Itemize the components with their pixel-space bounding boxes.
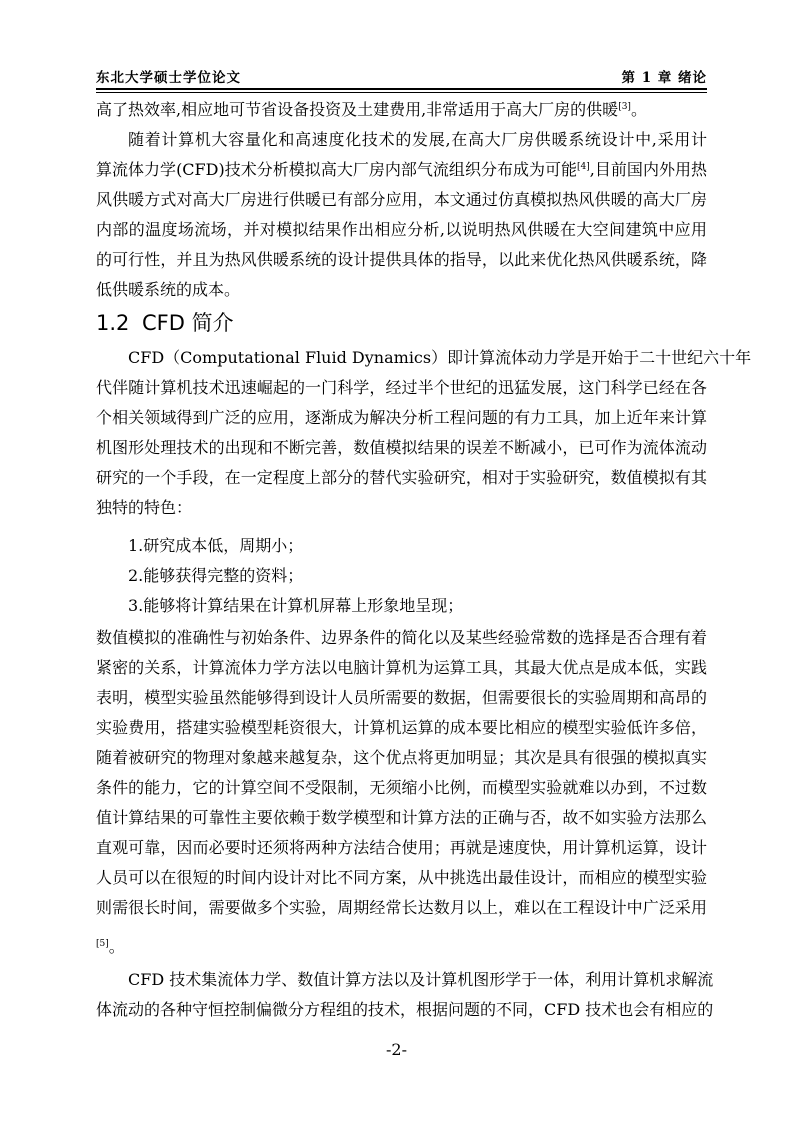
paragraph-line: 个相关领域得到广泛的应用，逐渐成为解决分析工程问题的有力工具，加上近年来计算 [96, 408, 707, 427]
list-item: 3.能够将计算结果在计算机屏幕上形象地呈现； [128, 596, 464, 615]
paragraph-line [96, 937, 125, 957]
paragraph-line [96, 160, 707, 180]
paragraph-line: 则需很长时间，需要做多个实验，周期经常长达数月以上，难以在工程设计中广泛采用 [96, 898, 707, 917]
paragraph-line: 值计算结果的可靠性主要依赖于数学模型和计算方法的正确与否，故不如实验方法那么 [96, 808, 707, 827]
header-rule-thin [96, 92, 707, 93]
paragraph-line: 随着被研究的物理对象越来越复杂，这个优点将更加明显；其次是具有很强的模拟真实 [96, 748, 707, 767]
paragraph-line: 实验费用，搭建实验模型耗资很大，计算机运算的成本要比相应的模型实验低许多倍， [96, 718, 707, 737]
paragraph-line: 紧密的关系，计算流体力学方法以电脑计算机为运算工具，其最大优点是成本低，实践 [96, 658, 707, 677]
citation-ref: [5] [96, 939, 109, 949]
paragraph-line: CFD 技术集流体力学、数值计算方法以及计算机图形学于一体，利用计算机求解流 [128, 970, 714, 989]
header-chapter: 第 1 章 绪论 [621, 70, 707, 86]
text-span: ,目前国内外用热 [589, 160, 707, 179]
paragraph-line: 低供暖系统的成本。 [96, 280, 241, 299]
page-number: -2- [386, 1040, 407, 1059]
header-rule-thick [96, 88, 707, 90]
paragraph-line: 内部的温度场流场，并对模拟结果作出相应分析,以说明热风供暖在大空间建筑中应用 [96, 220, 707, 239]
paragraph-line: 研究的一个手段，在一定程度上部分的替代实验研究，相对于实验研究，数值模拟有其 [96, 468, 707, 487]
text-span: 。 [108, 937, 125, 956]
section-heading [96, 310, 234, 336]
paragraph-line: 体流动的各种守恒控制偏微分方程组的技术，根据问题的不同，CFD 技术也会有相应的 [96, 1000, 714, 1019]
paragraph-line: 的可行性，并且为热风供暖系统的设计提供具体的指导，以此来优化热风供暖系统，降 [96, 250, 707, 269]
paragraph-line: 风供暖方式对高大厂房进行供暖已有部分应用，本文通过仿真模拟热风供暖的高大厂房 [96, 190, 707, 209]
paragraph-line: 独特的特色： [96, 498, 193, 517]
paragraph-line: 表明，模型实验虽然能够得到设计人员所需要的数据，但需要很长的实验周期和高昂的 [96, 688, 707, 707]
paragraph-line: 人员可以在很短的时间内设计对比不同方案，从中挑选出最佳设计，而相应的模型实验 [96, 868, 707, 887]
paragraph-line: 条件的能力，它的计算空间不受限制，无须缩小比例，而模型实验就难以办到，不过数 [96, 778, 707, 797]
paragraph-line: 代伴随计算机技术迅速崛起的一门科学，经过半个世纪的迅猛发展，这门科学已经在各 [96, 378, 707, 397]
paragraph-line: CFD（Computational Fluid Dynamics）即计算流体动力学是开始于二十世纪六十年 [128, 348, 752, 367]
list-item: 2.能够获得完整的资料； [128, 566, 304, 585]
section-title: CFD 简介 [142, 311, 234, 335]
citation-ref: [4] [577, 162, 590, 172]
list-item: 1.研究成本低，周期小； [128, 536, 304, 555]
text-span: 高了热效率,相应地可节省设备投资及土建费用,非常适用于高大厂房的供暖 [96, 100, 619, 119]
text-span: 算流体力学(CFD)技术分析模拟高大厂房内部气流组织分布成为可能 [96, 160, 578, 179]
paragraph-line: 机图形处理技术的出现和不断完善，数值模拟结果的误差不断减小，已可作为流体流动 [96, 438, 707, 457]
paragraph-line: 随着计算机大容量化和高速度化技术的发展,在高大厂房供暖系统设计中,采用计 [128, 130, 707, 149]
section-number: 1.2 [96, 311, 130, 335]
paragraph-line: 直观可靠，因而必要时还须将两种方法结合使用；再就是速度快，用计算机运算，设计 [96, 838, 707, 857]
header-thesis-title: 东北大学硕士学位论文 [96, 70, 241, 86]
running-header [96, 64, 707, 86]
citation-ref: [3] [618, 102, 631, 112]
paragraph-line [96, 100, 707, 120]
text-span: 。 [630, 100, 647, 119]
paragraph-line: 数值模拟的准确性与初始条件、边界条件的简化以及某些经验常数的选择是否合理有着 [96, 628, 707, 647]
